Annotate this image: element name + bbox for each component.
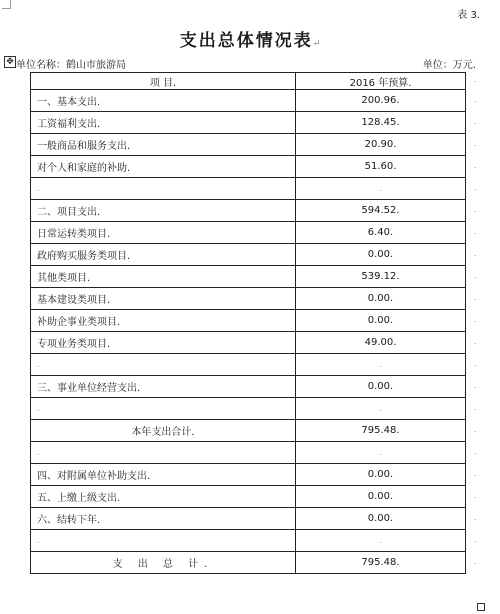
- row-value[interactable]: 0.00.: [296, 508, 466, 530]
- row-value[interactable]: 0.00.: [296, 310, 466, 332]
- row-value[interactable]: 539.12.: [296, 266, 466, 288]
- table-row: [31, 332, 466, 354]
- row-label[interactable]: 对个人和家庭的补助.: [31, 156, 296, 178]
- row-label[interactable]: 专项业务类项目.: [31, 332, 296, 354]
- row-end-marker: .: [474, 94, 477, 104]
- row-end-marker: .: [474, 336, 477, 346]
- row-label[interactable]: 其他类项目.: [31, 266, 296, 288]
- row-label[interactable]: 基本建设类项目.: [31, 288, 296, 310]
- row-end-marker: .: [474, 75, 477, 84]
- row-end-marker: .: [474, 314, 477, 324]
- table-row: [31, 112, 466, 134]
- header-item-cell[interactable]: 项 目.: [31, 73, 296, 90]
- table-row: [31, 244, 466, 266]
- table-resize-handle[interactable]: [477, 603, 485, 611]
- table-row-empty: [31, 442, 466, 464]
- row-value[interactable]: 795.48.: [296, 552, 466, 574]
- row-value[interactable]: .: [296, 530, 466, 552]
- table-row: [31, 310, 466, 332]
- row-label[interactable]: 一、基本支出.: [31, 90, 296, 112]
- row-end-marker: .: [474, 534, 477, 544]
- row-label[interactable]: .: [31, 398, 296, 420]
- table-row: [31, 222, 466, 244]
- row-label[interactable]: 支 出 总 计.: [31, 552, 296, 574]
- title-text: 支出总体情况表: [179, 31, 313, 51]
- row-end-marker: .: [474, 446, 477, 456]
- row-end-marker: .: [474, 490, 477, 500]
- row-end-marker: .: [474, 380, 477, 390]
- row-value[interactable]: .: [296, 354, 466, 376]
- table-row-total: [31, 552, 466, 574]
- row-label[interactable]: 工资福利支出.: [31, 112, 296, 134]
- table-row: [31, 486, 466, 508]
- row-end-marker: .: [474, 468, 477, 478]
- table-row: [31, 200, 466, 222]
- row-end-marker: .: [474, 358, 477, 368]
- table-row: [31, 266, 466, 288]
- row-label[interactable]: 补助企事业类项目.: [31, 310, 296, 332]
- row-value[interactable]: 0.00.: [296, 288, 466, 310]
- row-label[interactable]: 二、项目支出.: [31, 200, 296, 222]
- table-row-subtotal: [31, 420, 466, 442]
- row-label[interactable]: 三、事业单位经营支出.: [31, 376, 296, 398]
- row-value[interactable]: 0.00.: [296, 464, 466, 486]
- row-label[interactable]: .: [31, 530, 296, 552]
- row-value[interactable]: 49.00.: [296, 332, 466, 354]
- row-value[interactable]: 795.48.: [296, 420, 466, 442]
- table-header-row: [31, 73, 466, 90]
- row-value[interactable]: .: [296, 178, 466, 200]
- row-label[interactable]: 四、对附属单位补助支出.: [31, 464, 296, 486]
- row-label[interactable]: .: [31, 178, 296, 200]
- row-label[interactable]: 一般商品和服务支出.: [31, 134, 296, 156]
- row-label[interactable]: 五、上缴上级支出.: [31, 486, 296, 508]
- row-end-marker: .: [474, 116, 477, 126]
- row-end-marker: .: [474, 182, 477, 192]
- page-corner-mark: [2, 0, 11, 9]
- table-row-empty: [31, 530, 466, 552]
- row-value[interactable]: 20.90.: [296, 134, 466, 156]
- row-end-marker: .: [474, 424, 477, 434]
- table-row: [31, 508, 466, 530]
- row-label[interactable]: .: [31, 354, 296, 376]
- table-row: [31, 90, 466, 112]
- row-label[interactable]: 日常运转类项目.: [31, 222, 296, 244]
- row-end-marker: .: [474, 556, 477, 566]
- table-row: [31, 288, 466, 310]
- row-label[interactable]: 本年支出合计.: [31, 420, 296, 442]
- row-value[interactable]: 128.45.: [296, 112, 466, 134]
- table-row-empty: [31, 398, 466, 420]
- row-value[interactable]: .: [296, 442, 466, 464]
- row-value[interactable]: 6.40.: [296, 222, 466, 244]
- row-value[interactable]: 0.00.: [296, 486, 466, 508]
- table-row-empty: [31, 354, 466, 376]
- table-row: [31, 134, 466, 156]
- row-end-marker: .: [474, 226, 477, 236]
- row-value[interactable]: .: [296, 398, 466, 420]
- row-end-marker: .: [474, 248, 477, 258]
- row-end-marker: .: [474, 292, 477, 302]
- row-end-marker: .: [474, 138, 477, 148]
- table-move-handle-icon[interactable]: ✥: [4, 56, 16, 68]
- table-row: [31, 464, 466, 486]
- row-end-marker: .: [474, 402, 477, 412]
- row-value[interactable]: 0.00.: [296, 244, 466, 266]
- unit-label: 单位：万元.: [422, 60, 476, 71]
- unit-name-label: 单位名称：鹤山市旅游局: [16, 60, 126, 71]
- row-value[interactable]: 594.52.: [296, 200, 466, 222]
- row-end-marker: .: [474, 160, 477, 170]
- row-end-marker: .: [474, 204, 477, 214]
- table-number: 表 3.: [457, 10, 480, 21]
- table-row-empty: [31, 178, 466, 200]
- row-label[interactable]: 政府购买服务类项目.: [31, 244, 296, 266]
- header-budget-cell[interactable]: 2016 年预算.: [296, 73, 466, 90]
- row-label[interactable]: 六、结转下年.: [31, 508, 296, 530]
- row-end-marker: .: [474, 512, 477, 522]
- row-end-marker: .: [474, 270, 477, 280]
- row-value[interactable]: 0.00.: [296, 376, 466, 398]
- document-title: [0, 26, 500, 51]
- paragraph-mark-icon: ↵: [312, 39, 321, 49]
- row-label[interactable]: .: [31, 442, 296, 464]
- row-value[interactable]: 51.60.: [296, 156, 466, 178]
- row-value[interactable]: 200.96.: [296, 90, 466, 112]
- table-row: [31, 156, 466, 178]
- expenditure-table: [30, 72, 466, 574]
- table-row: [31, 376, 466, 398]
